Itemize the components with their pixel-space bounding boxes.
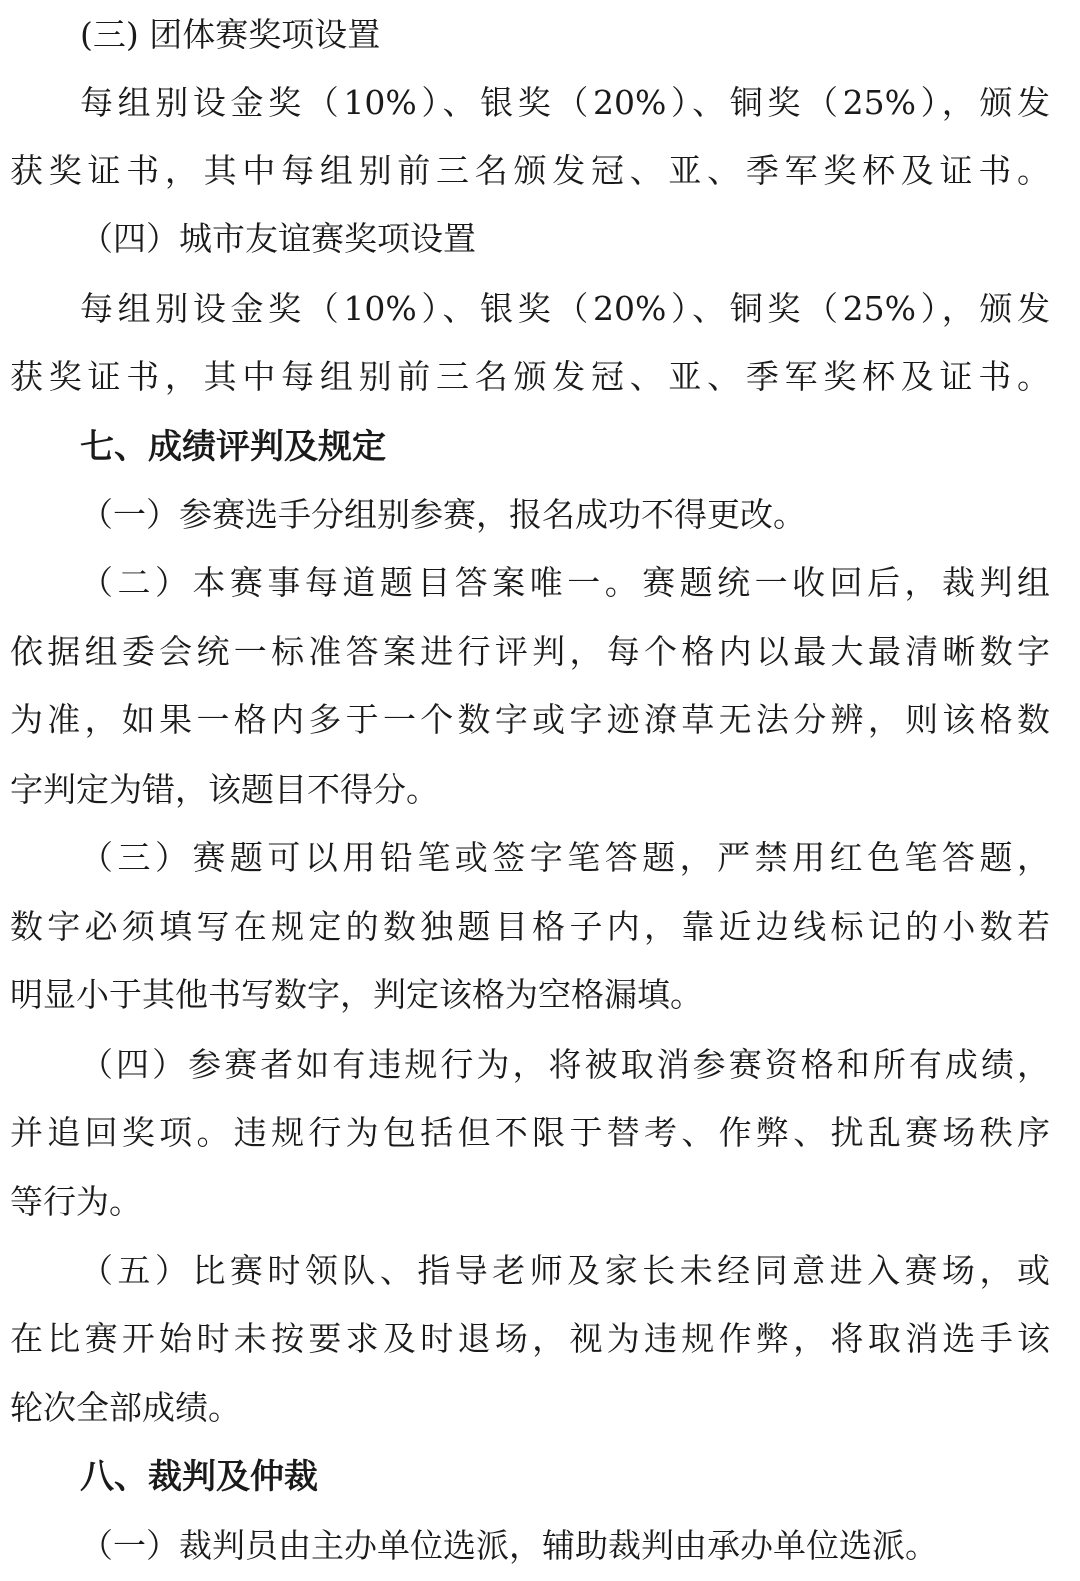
paragraph-line: （一）裁判员由主办单位选派，辅助裁判由承办单位选派。 — [80, 1526, 938, 1565]
paragraph-line: 并追回奖项。违规行为包括但不限于替考、作弊、扰乱赛场秩序 — [10, 1113, 1050, 1152]
paragraph-line: （四）参赛者如有违规行为，将被取消参赛资格和所有成绩， — [80, 1045, 1050, 1084]
paragraph-line: 字判定为错，该题目不得分。 — [10, 770, 439, 809]
paragraph-line: （二）本赛事每道题目答案唯一。赛题统一收回后，裁判组 — [80, 563, 1050, 602]
paragraph-line: 每组别设金奖（10%）、银奖（20%）、铜奖（25%），颁发 — [80, 289, 1050, 328]
paragraph-line: 获奖证书，其中每组别前三名颁发冠、亚、季军奖杯及证书。 — [10, 357, 1050, 396]
paragraph-line: 每组别设金奖（10%）、银奖（20%）、铜奖（25%），颁发 — [80, 83, 1050, 122]
paragraph-line: （三）赛题可以用铅笔或签字笔答题，严禁用红色笔答题， — [80, 838, 1050, 877]
paragraph-line: 获奖证书，其中每组别前三名颁发冠、亚、季军奖杯及证书。 — [10, 151, 1050, 190]
paragraph-line: 为准，如果一格内多于一个数字或字迹潦草无法分辨，则该格数 — [10, 700, 1050, 739]
paragraph-line: （五）比赛时领队、指导老师及家长未经同意进入赛场，或 — [80, 1251, 1050, 1290]
paragraph-line: 明显小于其他书写数字，判定该格为空格漏填。 — [10, 975, 703, 1014]
paragraph-line: 依据组委会统一标准答案进行评判，每个格内以最大最清晰数字 — [10, 632, 1050, 671]
paragraph-line: （一）参赛选手分组别参赛，报名成功不得更改。 — [80, 495, 806, 534]
subsection-title-city-awards: （四）城市友谊赛奖项设置 — [80, 219, 476, 258]
subsection-title-team-awards: (三) 团体赛奖项设置 — [80, 15, 381, 54]
paragraph-line: 等行为。 — [10, 1182, 142, 1221]
section-heading-referee: 八、裁判及仲裁 — [80, 1457, 318, 1497]
section-heading-scoring: 七、成绩评判及规定 — [80, 427, 386, 467]
paragraph-line: 轮次全部成绩。 — [10, 1388, 241, 1427]
paragraph-line: 在比赛开始时未按要求及时退场，视为违规作弊，将取消选手该 — [10, 1319, 1050, 1358]
paragraph-line: 数字必须填写在规定的数独题目格子内，靠近边线标记的小数若 — [10, 907, 1050, 946]
